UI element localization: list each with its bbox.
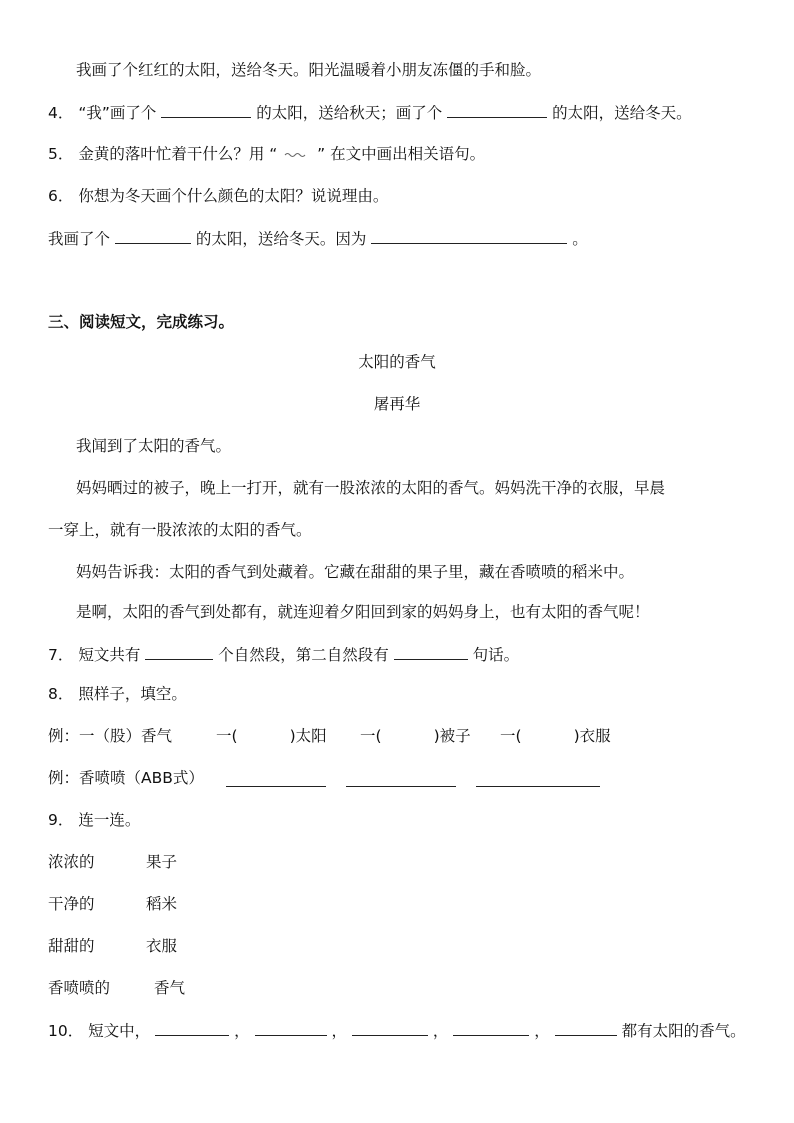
q7-text-2: 个自然段，第二自然段有	[218, 646, 389, 664]
q8-item-quilt-pre: 一(	[360, 727, 382, 745]
section-3-title: 三、阅读短文，完成练习。	[48, 313, 235, 331]
question-10	[48, 1020, 746, 1041]
q9-left-item-2[interactable]: 干净的	[48, 895, 95, 913]
article-paragraph-1: 我闻到了太阳的香气。	[76, 437, 232, 455]
q8-item-clothes	[500, 726, 611, 746]
q6-answer-text-3: 。	[572, 230, 588, 248]
q10-number: 10．	[48, 1022, 84, 1040]
q6-answer-line	[48, 228, 588, 249]
question-5	[48, 144, 485, 164]
q10-blank-3[interactable]	[352, 1020, 428, 1036]
q8-item-sun-pre: 一(	[216, 727, 238, 745]
q10-text-end: 都有太阳的香气。	[621, 1022, 746, 1040]
article-paragraph-2-line-2: 一穿上，就有一股浓浓的太阳的香气。	[48, 521, 312, 539]
article-title: 太阳的香气	[358, 353, 436, 371]
q8-item-clothes-pre: 一(	[500, 727, 522, 745]
q10-blank-2[interactable]	[255, 1020, 327, 1036]
q9-left-item-4[interactable]: 香喷喷的	[48, 979, 111, 997]
article-paragraph-2-line-1: 妈妈晒过的被子，晚上一打开，就有一股浓浓的太阳的香气。妈妈洗干净的衣服，早晨	[76, 479, 666, 497]
question-9	[48, 810, 140, 830]
q5-text-1: 金黄的落叶忙着干什么？用 “	[78, 145, 278, 163]
q10-blank-4[interactable]	[453, 1020, 529, 1036]
q10-blank-1[interactable]	[155, 1020, 229, 1036]
q8-item-sun	[216, 726, 327, 746]
q8-item-quilt-post: )被子	[433, 727, 471, 745]
q6-blank-2[interactable]	[371, 228, 567, 244]
q4-blank-1[interactable]	[161, 102, 251, 118]
q10-blank-5[interactable]	[555, 1020, 617, 1036]
q10-sep-4: ，	[534, 1022, 550, 1040]
q8-abb-blank-2[interactable]	[346, 771, 456, 787]
q8-abb-blank-1[interactable]	[226, 771, 326, 787]
q3-answer-line	[76, 60, 541, 80]
q8-example-1-label: 例：一（股）香气	[48, 727, 173, 745]
q7-blank-2[interactable]	[394, 644, 468, 660]
q8-item-sun-post: )太阳	[289, 727, 327, 745]
q6-number: 6．	[48, 187, 74, 205]
q8-example-1-row	[48, 726, 788, 746]
q7-blank-1[interactable]	[145, 644, 213, 660]
q4-blank-2[interactable]	[447, 102, 547, 118]
q10-sep-3: ，	[432, 1022, 449, 1040]
q8-abb-blank-3[interactable]	[476, 771, 600, 787]
q10-sep-2: ，	[331, 1022, 347, 1040]
question-4	[48, 102, 692, 123]
q9-left-item-1[interactable]: 浓浓的	[48, 853, 95, 871]
q9-text: 连一连。	[78, 811, 141, 829]
q9-right-item-1[interactable]: 果子	[146, 853, 178, 871]
q4-text-1: “我”画了个	[78, 104, 157, 122]
q9-left-item-3[interactable]: 甜甜的	[48, 937, 95, 955]
q9-right-item-2[interactable]: 稻米	[146, 895, 178, 913]
q10-text-1: 短文中，	[88, 1022, 151, 1040]
q9-right-item-4[interactable]: 香气	[154, 979, 186, 997]
q8-item-clothes-post: )衣服	[573, 727, 611, 745]
q4-number: 4．	[48, 104, 74, 122]
q7-text-1: 短文共有	[78, 646, 141, 664]
q4-text-2: 的太阳，送给秋天；画了个	[256, 104, 443, 122]
q8-example-2-row	[48, 768, 788, 788]
article-paragraph-3: 妈妈告诉我：太阳的香气到处藏着。它藏在甜甜的果子里，藏在香喷喷的稻米中。	[76, 563, 635, 581]
q5-text-2: ” 在文中画出相关语句。	[317, 145, 486, 163]
question-7	[48, 644, 519, 665]
q9-right-item-3[interactable]: 衣服	[146, 937, 178, 955]
q7-text-3: 句话。	[472, 646, 520, 664]
q8-text: 照样子，填空。	[78, 685, 187, 703]
article-author: 屠再华	[373, 395, 421, 413]
q7-number: 7．	[48, 646, 74, 664]
q10-sep-1: ，	[234, 1022, 250, 1040]
q5-number: 5．	[48, 145, 74, 163]
q8-number: 8．	[48, 685, 74, 703]
q6-blank-1[interactable]	[115, 228, 191, 244]
q6-answer-text-1: 我画了个	[48, 230, 111, 248]
wavy-line-icon	[282, 147, 312, 159]
q4-text-3: 的太阳，送给冬天。	[552, 104, 692, 122]
q3-answer-text: 我画了个红红的太阳，送给冬天。阳光温暖着小朋友冻僵的手和脸。	[76, 61, 542, 79]
q9-number: 9．	[48, 811, 74, 829]
q6-answer-text-2: 的太阳，送给冬天。因为	[195, 230, 367, 248]
question-8	[48, 684, 187, 704]
q8-example-2-label: 例：香喷喷（ABB式）	[48, 769, 204, 787]
question-6	[48, 186, 388, 206]
q6-text: 你想为冬天画个什么颜色的太阳？说说理由。	[78, 187, 389, 205]
q8-item-quilt	[360, 726, 471, 746]
article-paragraph-4: 是啊，太阳的香气到处都有，就连迎着夕阳回到家的妈妈身上，也有太阳的香气呢！	[76, 603, 650, 621]
